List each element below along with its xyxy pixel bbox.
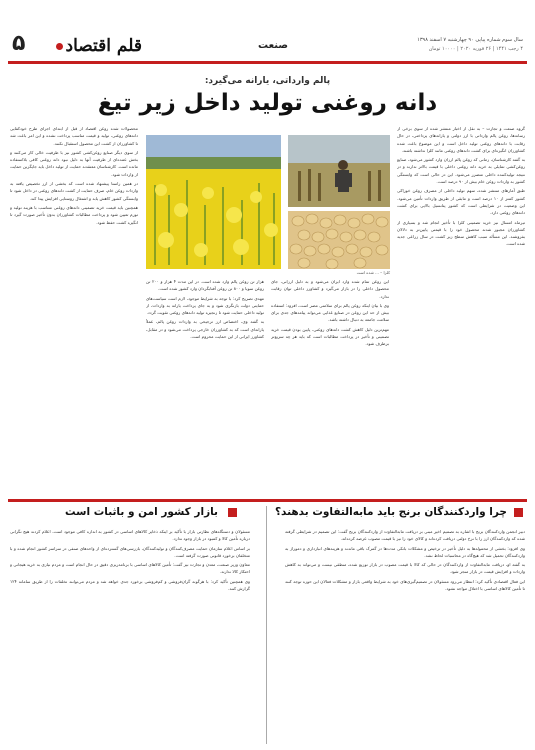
paragraph: این فعال اقتصادی تأکید کرد: انتظار می‌رود مسئولان در تصمیم‌گیری‌های خود به شرایط واقعی بازار و مشکلات فعالان این حوزه توجه کنند تا تأمین کالاهای اساسی با اختلال مواجه نشود.: [285, 578, 525, 592]
paragraph: هزار تن روغن پالم وارد شده است. در این مدت ۴ هزار و ۲۰۰ تن روغن سویا و ۸۰۰ تن روغن آفتابگردان وارد کشور شده است.: [146, 279, 264, 292]
market-stability-title: بازار کشور امن و باثبات است: [65, 506, 218, 518]
paragraph: به گفته او، دریافت مابه‌التفاوت از واردکنندگان در حالی که کالا با قیمت مصوب در بازار توزیع شده، منطقی نیست و می‌تواند به کاهش واردات و افزایش قیمت در بازار منجر شود.: [285, 562, 525, 575]
issue-meta: [417, 36, 523, 54]
main-headline: دانه روغنی تولید داخل زیر تیغ: [97, 90, 438, 116]
paragraph: محصولات شده روغن اقتصاد از قبل از ابتدای اجرای طرح خودکفایی دانه‌های روغنی، تولید و قیمت مناسب پرداخت نشده و این امر باعث شد تا کشاورزان از کشت این محصول استقبال نکنند.: [10, 126, 138, 146]
rice-importers-title: چرا وارد‌کنندگان برنج باید مابه‌التفاوت بدهند؟: [274, 506, 507, 518]
section-title: صنعت: [258, 40, 288, 51]
farmer-harvest-photo: [288, 135, 390, 207]
logo-dot-icon: [56, 43, 63, 50]
page-number: ۵: [12, 31, 26, 56]
publication-logo: [42, 34, 142, 58]
paragraph: مهم‌ترین دلیل کاهش کشت دانه‌های روغنی، پایین بودن قیمت خرید تضمینی و تأخیر در پرداخت مطالبات است که باید هر چه سریع‌تر برطرف شود.: [271, 326, 389, 347]
issue-price-line: ۴ رجب ۱۴۴۱ | ۲۶ فوریه ۲۰۲۰ | ۱۰۰۰۰ تومان: [428, 46, 523, 52]
logo-text: قلم اقتصاد: [65, 36, 142, 56]
rice-importers-body: [285, 528, 525, 743]
main-column-left: [10, 125, 138, 500]
paragraph: گروه صنعت و تجارت – به نقل از اخبار منتشر شده از سوی برخی از رسانه‌ها، روغن پالم وارداتی با ارز دولتی و یارانه‌های پرداختی، در حال رقابت با دانه‌های روغنی تولید داخل است و این موضوع باعث شده کشاورزان انگیزه‌ای برای کشت دانه‌های روغنی مانند کلزا نداشته باشند.: [397, 126, 525, 153]
paragraph: این روغن تمام شده وارد ایران می‌شود و به دلیل ارزانی، جای محصول داخلی را در بازار می‌گیرد و کشاورز داخلی توان رقابت ندارد.: [271, 279, 389, 299]
paragraph: مسئولان و دستگاه‌های نظارتی بازار با تأکید بر اینکه ذخایر کالاهای اساسی در کشور به اندازه کافی موجود است، اعلام کردند هیچ نگرانی درباره تأمین کالا و کمبود در بازار وجود ندارد.: [10, 529, 250, 542]
paragraph: وی همچنین تأکید کرد: با هرگونه گران‌فروشی و کم‌فروشی برخورد جدی خواهد شد و مردم می‌توانند تخلفات را از طریق سامانه ۱۲۴ گزارش کنند.: [10, 578, 250, 592]
red-square-icon: [228, 508, 237, 517]
main-column-mid-right: [271, 278, 389, 500]
main-column-right: [397, 125, 525, 500]
paragraph: طبق آمارهای منتشر شده، سهم تولید داخلی از مصرف روغن خوراکی کشور کمتر از ۱۰ درصد است و مابقی از طریق واردات تأمین می‌شود. این وضعیت در شرایطی است که کشور پتانسیل بالایی برای کشت دانه‌های روغنی دارد.: [397, 188, 525, 216]
paragraph: وی افزود: بخشی از محموله‌ها به دلیل تأخیر در ترخیص و مشکلات بانکی مدت‌ها در گمرک باقی ماندند و هزینه‌های انبارداری و دموراژ به واردکنندگان تحمیل شد که هیچ‌گاه در محاسبات لحاظ نشد.: [285, 545, 525, 558]
red-square-icon: [514, 508, 523, 517]
column-separator: [266, 506, 267, 744]
paragraph: از سوی دیگر صنایع روغن‌کشی کشور نیز با ظرفیت خالی کار می‌کنند و بخش عمده‌ای از ظرفیت آنها به دلیل نبود دانه روغنی کافی بلااستفاده مانده است. کارشناسان معتقدند حمایت از تولید داخل باید جایگزین حمایت از واردات شود.: [10, 149, 138, 177]
page-header: [8, 30, 527, 64]
paragraph: مهدی تصریح کرد: با توجه به شرایط موجود، لازم است سیاست‌های حمایتی دولت بازنگری شود و به جای پرداخت یارانه به واردات، از تولید داخلی حمایت شود تا زنجیره تولید دانه‌های روغنی تقویت گردد.: [146, 295, 264, 316]
main-kicker: پالم وارداتی، یارانه می‌گیرد:: [204, 76, 331, 86]
paragraph: همچنین باید قیمت خرید تضمینی دانه‌های روغنی متناسب با هزینه تولید و تورم تعیین شود و پرداخت مطالبات کشاورزان بدون تأخیر صورت گیرد تا انگیزه کشت حفظ شود.: [10, 204, 138, 225]
paragraph: بر اساس اعلام سازمان حمایت مصرف‌کنندگان و تولیدکنندگان، بازرسی‌های گسترده‌ای از واحدهای صنفی در سراسر کشور انجام شده و با متخلفان برخورد قانونی صورت گرفته است.: [10, 545, 250, 558]
soybean-seeds-photo: [288, 211, 390, 269]
paragraph: در همین راستا پیشنهاد شده است که بخشی از ارز تخصیص یافته به واردات روغن خام، صرف حمایت از کشت دانه‌های روغنی در داخل شود تا وابستگی کشور کاهش یابد و اشتغال روستایی افزایش پیدا کند.: [10, 181, 138, 201]
market-stability-body: [10, 528, 250, 743]
issue-date-line: سال سوم شماره پیاپی ۹۰ چهارشنبه ۷ اسفند ۱۳۹۸: [417, 37, 523, 43]
section-divider: [8, 499, 527, 502]
paragraph: به گفته وی، اختصاص ارز ترجیحی به واردات روغن پالم، عملاً یارانه‌ای است که به کشاورزان خارجی پرداخت می‌شود و در مقابل، کشاورز ایرانی از این حمایت محروم است.: [146, 319, 264, 340]
main-column-mid-left: [146, 278, 264, 500]
paragraph: دبیر انجمن واردکنندگان برنج با اشاره به تصمیم اخیر مبنی بر دریافت مابه‌التفاوت از واردکنندگان برنج گفت: این تصمیم در شرایطی گرفته شده که واردکنندگان ارز را با نرخ دولتی دریافت کرده‌اند و کالای خود را نیز با قیمت مصوب عرضه کرده‌اند.: [285, 529, 525, 542]
paragraph: به گفته کارشناسان، زمانی که روغن پالم ارزان وارد کشور می‌شود، صنایع روغن‌کشی تمایلی به خرید دانه روغنی داخلی با قیمت بالاتر ندارند و در نتیجه تولیدکننده داخلی متضرر می‌شود. این در حالی است که وابستگی کشور به واردات روغن خام بیش از ۹۰ درصد است.: [397, 157, 525, 185]
rapeseed-field-photo: [146, 135, 281, 269]
photo-caption: کلزا – ... شده است: [356, 270, 390, 275]
paragraph: تیرماه امسال نیز خرید تضمینی کلزا با تأخیر انجام شد و بسیاری از کشاورزان مجبور شدند محصول خود را با قیمتی پایین‌تر به دلالان بفروشند. این مسأله سبب کاهش سطح زیر کشت در سال زراعی جدید شده است.: [397, 219, 525, 247]
paragraph: وی با بیان اینکه روغن پالم برای سلامتی مضر است، افزود: استفاده بیش از حد این روغن در صنایع غذایی می‌تواند پیامدهای جدی برای سلامت جامعه به دنبال داشته باشد.: [271, 302, 389, 323]
paragraph: معاون وزیر صنعت، معدن و تجارت نیز گفت: تأمین کالاهای اساسی با برنامه‌ریزی دقیق در حال انجام است و مردم نیازی به خرید هیجانی و احتکار کالا ندارند.: [10, 562, 250, 575]
